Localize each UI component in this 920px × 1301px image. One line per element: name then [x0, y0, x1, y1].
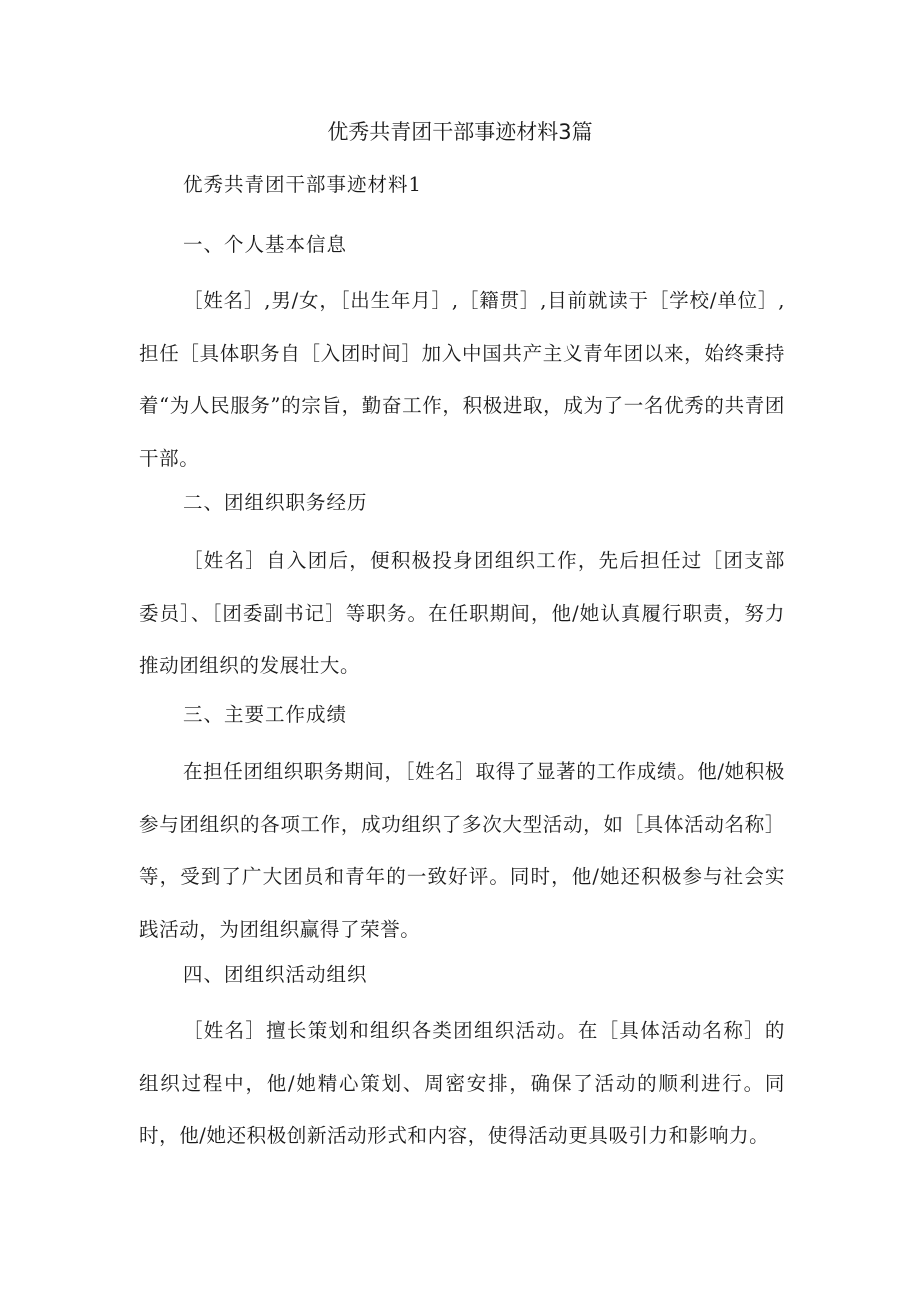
section-paragraph-3: 在担任团组织职务期间，［姓名］取得了显著的工作成绩。他/她积极参与团组织的各项工作，成功组织了多次大型活动，如［具体活动名称］等，受到了广大团员和青年的一致好评。同时，他/她还积极参与社会实践活动，为团组织赢得了荣誉。 [139, 760, 785, 941]
document-title: 优秀共青团干部事迹材料3篇 [327, 120, 593, 144]
section-heading-4: 四、团组织活动组织 [183, 963, 368, 986]
section-paragraph-2: ［姓名］自入团后，便积极投身团组织工作，先后担任过［团支部委员］、［团委副书记］等职务。在任职期间，他/她认真履行职责，努力推动团组织的发展壮大。 [139, 549, 785, 677]
section-heading-2: 二、团组织职务经历 [183, 491, 368, 514]
section-heading-3: 三、主要工作成绩 [183, 703, 348, 726]
section-paragraph-1: ［姓名］,男/女，［出生年月］,［籍贯］,目前就读于［学校/单位］,担任［具体职务自［入团时间］加入中国共产主义青年团以来，始终秉持着“为人民服务”的宗旨，勤奋工作，积极进取，成为了一名优秀的共青团干部。 [139, 289, 785, 470]
document-subtitle: 优秀共青团干部事迹材料1 [183, 173, 422, 196]
section-paragraph-4: ［姓名］擅长策划和组织各类团组织活动。在［具体活动名称］的组织过程中，他/她精心策划、周密安排，确保了活动的顺利进行。同时，他/她还积极创新活动形式和内容，使得活动更具吸引力和影响力。 [139, 1019, 785, 1147]
section-heading-1: 一、个人基本信息 [183, 233, 348, 256]
